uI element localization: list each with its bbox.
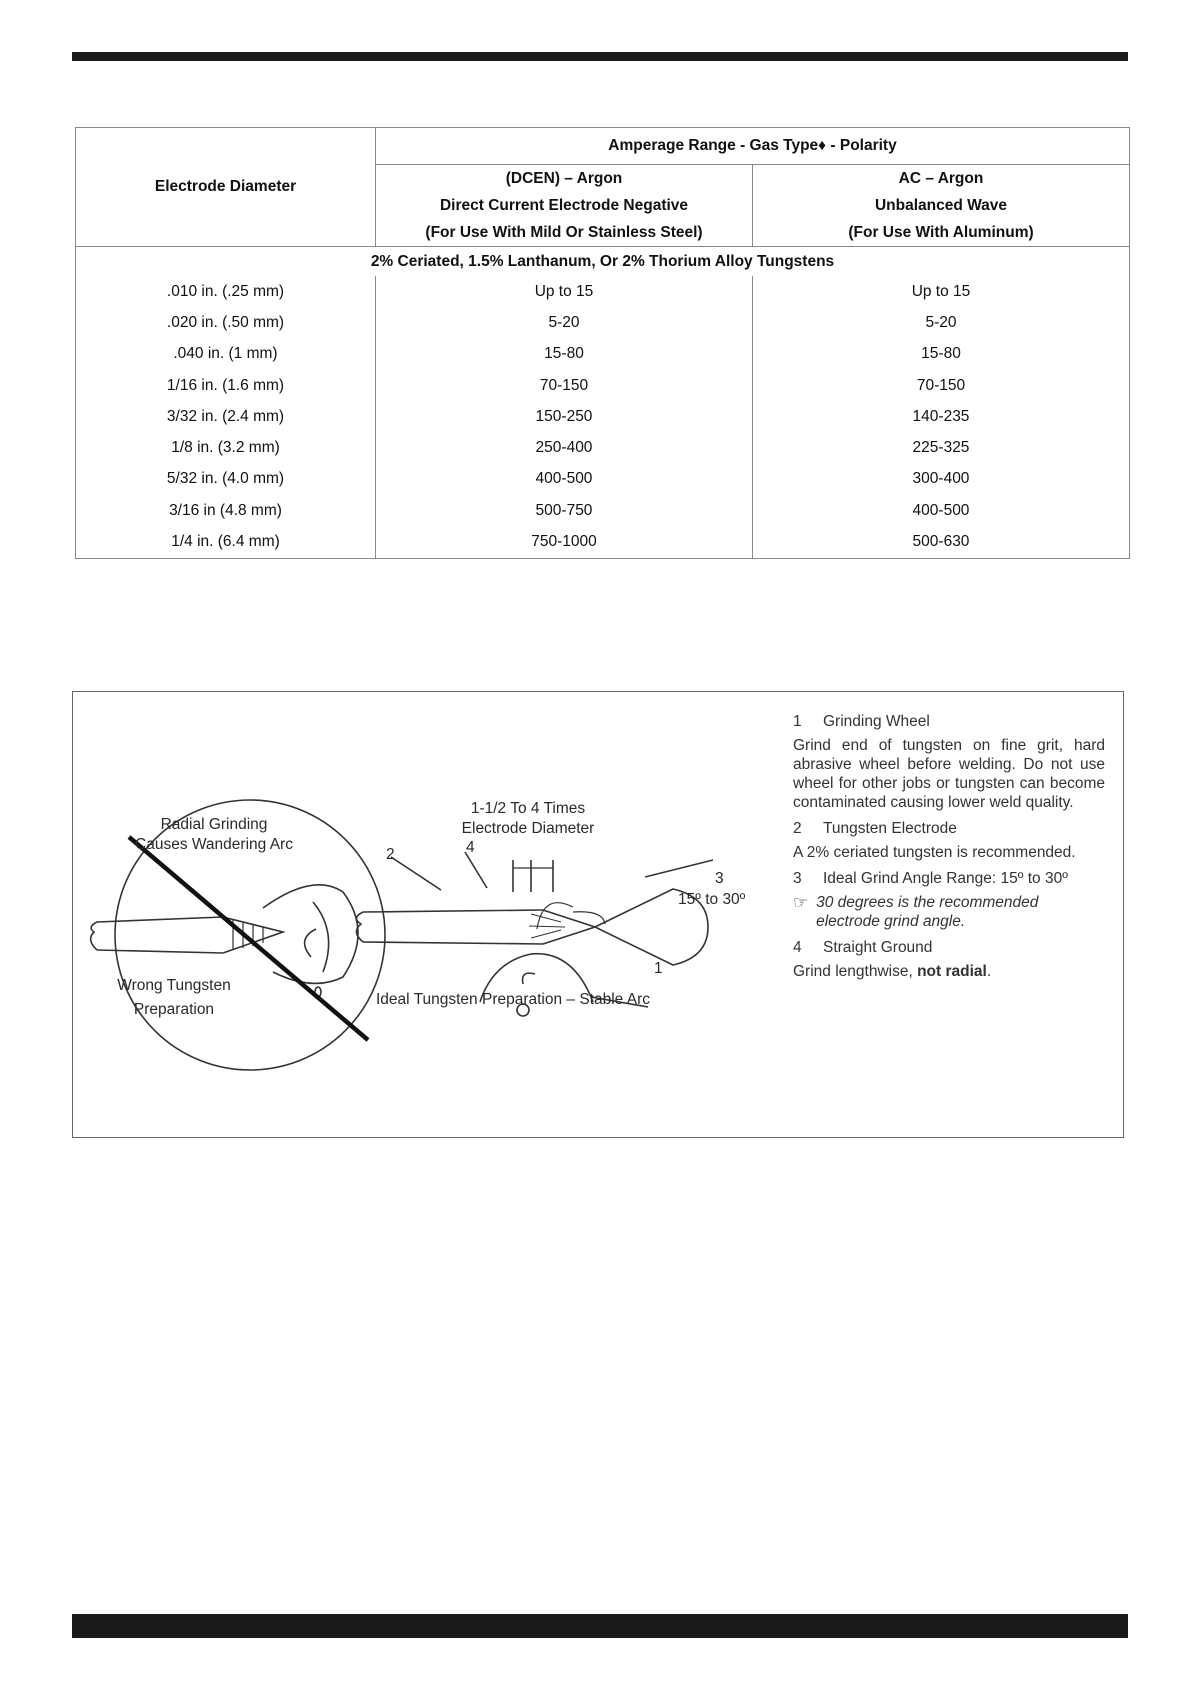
header-dcen-line3: (For Use With Mild Or Stainless Steel): [376, 219, 753, 247]
note-3-number: 3: [793, 870, 802, 887]
callout-4: 4: [466, 839, 475, 856]
cell-ac: 500-630: [753, 526, 1130, 558]
cell-ac: 400-500: [753, 495, 1130, 526]
cell-diameter: 1/8 in. (3.2 mm): [76, 432, 376, 463]
cell-dcen: 400-500: [376, 464, 753, 495]
note-4-title: Straight Ground: [823, 939, 933, 956]
wrong-rotation-arrow: [305, 929, 316, 957]
top-rule: [72, 52, 1128, 61]
table-row: [76, 495, 1130, 526]
table-row: [76, 370, 1130, 401]
note-1-number: 1: [793, 713, 802, 730]
table-row: [76, 464, 1130, 495]
tip-note: [793, 893, 1105, 931]
cell-ac: Up to 15: [753, 276, 1130, 307]
cell-dcen: 15-80: [376, 339, 753, 370]
note-4-text-end: .: [986, 963, 992, 980]
leader-2: [391, 857, 441, 890]
cell-diameter: .040 in. (1 mm): [76, 339, 376, 370]
ideal-caption: Ideal Tungsten Preparation – Stable Arc: [375, 991, 651, 1008]
wrong-label-bottom-1: Wrong Tungsten: [117, 977, 231, 994]
length-dimension: [513, 860, 553, 892]
cell-ac: 140-235: [753, 401, 1130, 432]
ideal-rotation-arrow: [523, 973, 536, 984]
group-label: 2% Ceriated, 1.5% Lanthanum, Or 2% Thorium Alloy Tungstens: [76, 247, 1130, 277]
wrong-label-top-1: Radial Grinding: [160, 816, 268, 833]
length-label-2: Electrode Diameter: [461, 820, 595, 837]
cell-ac: 5-20: [753, 307, 1130, 338]
cell-diameter: 1/16 in. (1.6 mm): [76, 370, 376, 401]
tip-text: 30 degrees is the recommended electrode grind angle.: [816, 894, 1039, 930]
wrong-tungsten-end: [91, 922, 97, 950]
length-label-1: 1-1/2 To 4 Times: [470, 800, 586, 817]
pointing-hand-icon: ☞: [793, 893, 809, 912]
wrong-label-bottom-2: Preparation: [133, 1001, 215, 1018]
note-1-text: Grind end of tungsten on fine grit, hard abrasive wheel before welding. Do not use wheel for other jobs or tungsten can become contaminated causing lower weld quality.: [793, 737, 1105, 811]
figure-notes: [793, 712, 1105, 988]
tungsten-preparation-figure: [72, 691, 1124, 1138]
cell-dcen: 5-20: [376, 307, 753, 338]
note-3-heading: [793, 869, 1105, 888]
table-row: [76, 432, 1130, 463]
header-dcen-line1: (DCEN) – Argon: [376, 165, 753, 193]
bottom-rule: [72, 1614, 1128, 1638]
table-row: [76, 526, 1130, 558]
ideal-tungsten-body: [363, 910, 543, 944]
cell-diameter: 3/32 in. (2.4 mm): [76, 401, 376, 432]
note-4-number: 4: [793, 939, 802, 956]
cell-ac: 15-80: [753, 339, 1130, 370]
callout-1: 1: [654, 960, 663, 977]
header-ac-line2: Unbalanced Wave: [753, 192, 1130, 219]
note-3-title: Ideal Grind Angle Range: 15º to 30º: [823, 870, 1068, 887]
note-4-text-bold: not radial: [917, 963, 987, 980]
note-1-title: Grinding Wheel: [823, 713, 930, 730]
note-2-title: Tungsten Electrode: [823, 820, 957, 837]
cell-ac: 225-325: [753, 432, 1130, 463]
header-electrode-diameter: Electrode Diameter: [76, 128, 376, 247]
cell-ac: 300-400: [753, 464, 1130, 495]
cell-dcen: 750-1000: [376, 526, 753, 558]
cell-dcen: 250-400: [376, 432, 753, 463]
table-row: [76, 276, 1130, 307]
note-1-heading: [793, 712, 1105, 731]
header-ac-line3: (For Use With Aluminum): [753, 219, 1130, 247]
cell-dcen: Up to 15: [376, 276, 753, 307]
note-4-text-plain: Grind lengthwise,: [793, 963, 918, 980]
cell-diameter: 5/32 in. (4.0 mm): [76, 464, 376, 495]
wrong-label-top-2: Causes Wandering Arc: [135, 836, 293, 853]
cell-diameter: .020 in. (.50 mm): [76, 307, 376, 338]
leader-3: [645, 860, 713, 877]
header-amperage-range: Amperage Range - Gas Type♦ - Polarity: [376, 128, 1130, 165]
cell-diameter: 3/16 in (4.8 mm): [76, 495, 376, 526]
table-row: [76, 307, 1130, 338]
leader-4: [465, 852, 487, 888]
cell-dcen: 500-750: [376, 495, 753, 526]
table-row: [76, 401, 1130, 432]
note-4-text: [793, 962, 1105, 981]
table-row: [76, 339, 1130, 370]
cell-diameter: .010 in. (.25 mm): [76, 276, 376, 307]
note-4-heading: [793, 938, 1105, 957]
note-2-heading: [793, 819, 1105, 838]
callout-3: 3: [715, 870, 724, 887]
callout-2: 2: [386, 846, 395, 863]
note-2-number: 2: [793, 820, 802, 837]
cell-dcen: 150-250: [376, 401, 753, 432]
angle-label: 15º to 30º: [678, 891, 746, 908]
note-2-text: A 2% ceriated tungsten is recommended.: [793, 844, 1076, 861]
amperage-table: [75, 127, 1130, 559]
header-dcen-line2: Direct Current Electrode Negative: [376, 192, 753, 219]
cell-dcen: 70-150: [376, 370, 753, 401]
cell-diameter: 1/4 in. (6.4 mm): [76, 526, 376, 558]
header-ac-line1: AC – Argon: [753, 165, 1130, 193]
cell-ac: 70-150: [753, 370, 1130, 401]
